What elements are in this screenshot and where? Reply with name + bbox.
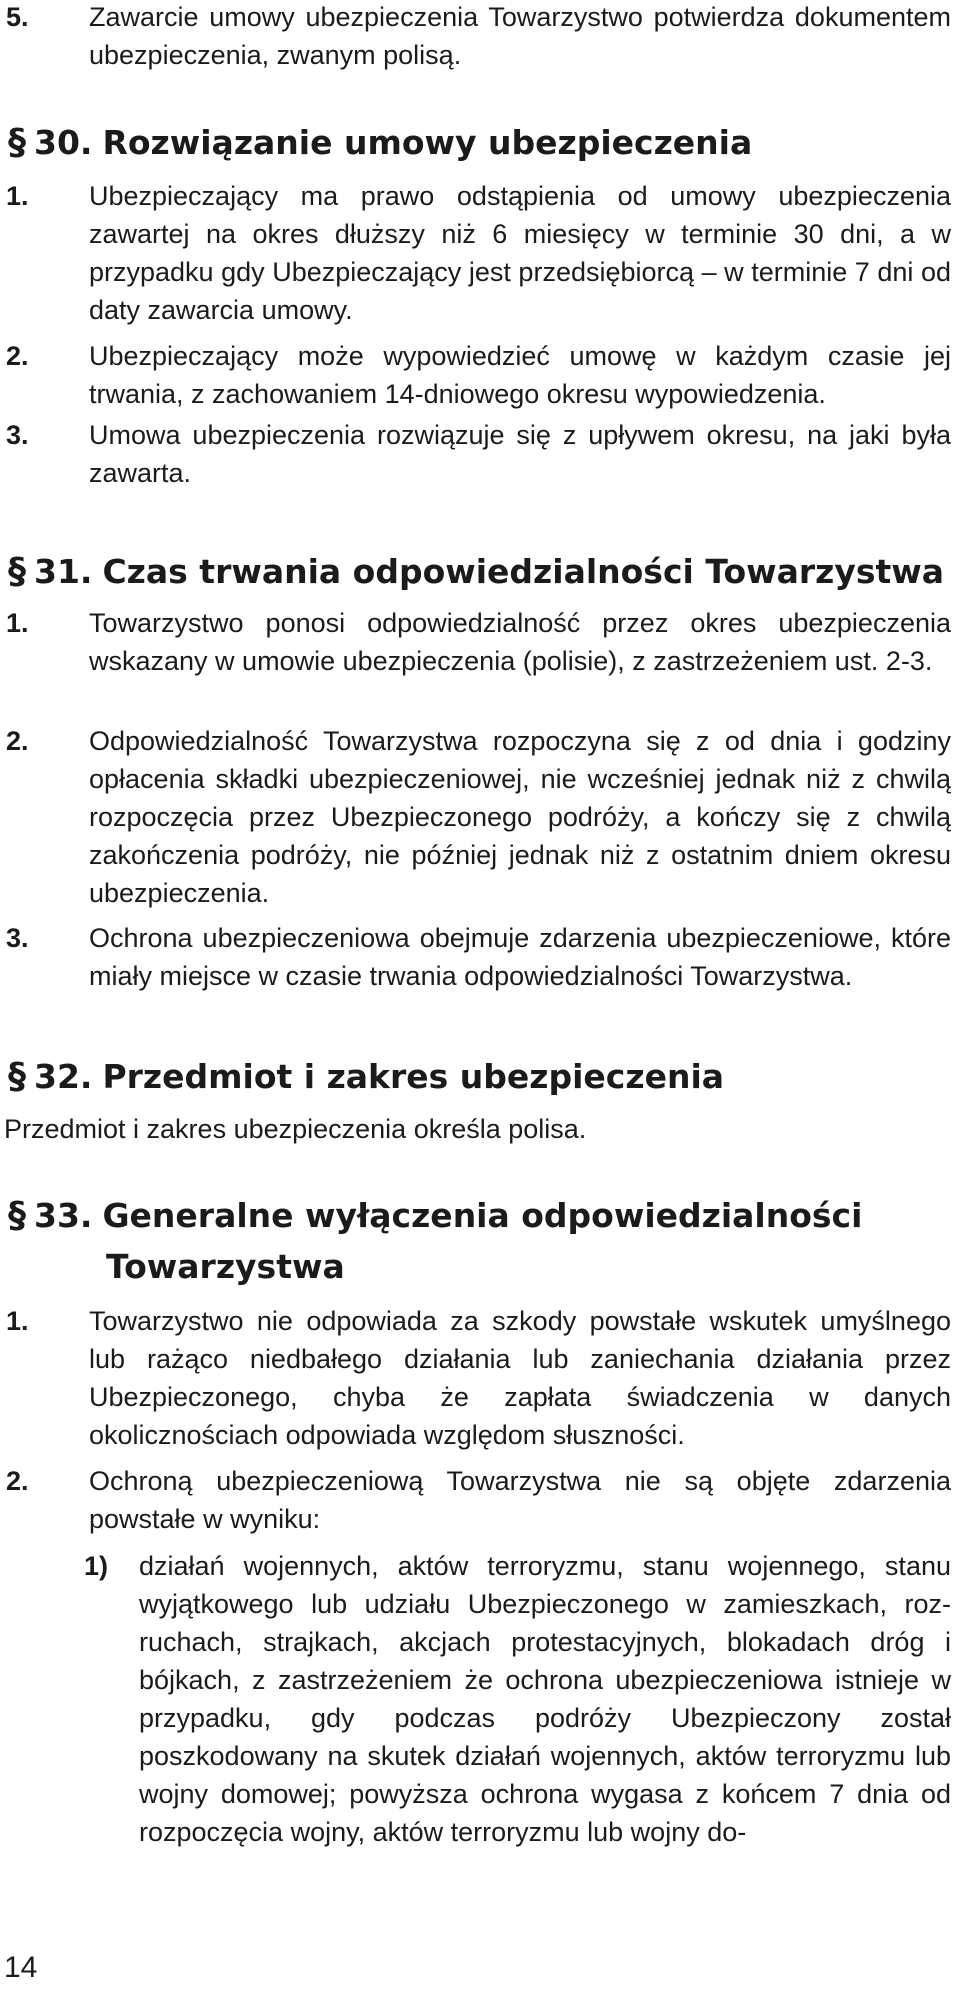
paragraph-sign: § (8, 1195, 26, 1236)
s31-item-2 (6, 722, 951, 912)
s33-subitem-1 (84, 1547, 951, 1851)
s33-item-1 (6, 1302, 951, 1454)
item-number: 5. (6, 2, 29, 32)
section-title-line-1: Generalne wyłączenia odpowiedzialności (102, 1196, 863, 1235)
section-33-heading (8, 1195, 862, 1237)
section-title: Przedmiot i zakres ubezpieczenia (102, 1057, 725, 1096)
paragraph-sign: § (8, 1056, 26, 1097)
item-text: Ochrona ubezpieczeniowa obejmuje zdarzenia ubezpieczeniowe, które miały miejsce w czasie trwania odpowiedzialności Towarzystwa. (89, 923, 951, 991)
section-number: 30. (34, 123, 93, 162)
item-number: 3. (6, 420, 29, 450)
s30-item-3 (6, 416, 951, 492)
item-number: 1. (6, 181, 29, 211)
section-title: Rozwiązanie umowy ubezpieczenia (102, 123, 753, 162)
page-number: 14 (4, 1951, 38, 1984)
item-text: Odpowiedzialność Towarzystwa rozpoczyna się z od dnia i godziny opłacenia składki ubezpieczeniowej, nie wcześniej jednak niż z chwilą rozpoczęcia przez Ubezpieczonego podróży, a kończy się z chwilą zakończenia podróży, nie później jednak niż z ostatnim dniem okresu ubezpieczenia. (89, 726, 951, 908)
s31-item-1 (6, 604, 951, 680)
paragraph-sign: § (8, 122, 26, 163)
item-number: 3. (6, 923, 29, 953)
s29-item-5 (6, 0, 951, 74)
section-number: 33. (34, 1196, 93, 1235)
paragraph-sign: § (8, 551, 26, 592)
item-text: Ubezpieczający może wypowiedzieć umowę w każdym czasie jej trwania, z zachowaniem 14-dniowego okresu wypowiedzenia. (89, 341, 951, 409)
item-number: 2. (6, 1466, 29, 1496)
item-text: Towarzystwo nie odpowiada za szkody powstałe wskutek umyślnego lub rażąco niedbałego działania lub zaniechania działania przez Ubezpieczonego, chyba że zapłata świadczenia w danych okolicznościach odpowiada względom słuszności. (89, 1306, 951, 1450)
section-33-heading-line-2: Towarzystwa (106, 1247, 345, 1286)
subitem-text: działań wojennych, aktów terroryzmu, stanu wojennego, stanu wyjątkowego lub udziału Ubezpieczonego w zamieszkach, rozruchach, strajkach, akcjach protestacyjnych, blokadach dróg i bójkach, z zastrzeżeniem że ochrona ubezpieczeniowa istnieje w przypadku, gdy podczas podróży Ubezpieczony został poszkodowany na skutek działań wojennych, aktów terroryzmu lub wojny domowej; powyższa ochrona wygasa z końcem 7 dnia od rozpoczęcia wojny, aktów terroryzmu lub wojny do- (139, 1551, 951, 1847)
section-30-heading (8, 122, 752, 164)
section-32-heading (8, 1056, 724, 1098)
s30-item-1 (6, 177, 951, 329)
s31-item-3 (6, 919, 951, 995)
subitem-number: 1) (84, 1551, 109, 1581)
item-text: Umowa ubezpieczenia rozwiązuje się z upływem okresu, na jaki była zawarta. (89, 420, 951, 488)
item-number: 2. (6, 726, 29, 756)
item-number: 2. (6, 341, 29, 371)
section-32-body: Przedmiot i zakres ubezpieczenia określa polisa. (4, 1114, 587, 1144)
s30-item-2 (6, 337, 951, 413)
item-text: Towarzystwo ponosi odpowiedzialność przez okres ubezpieczenia wskazany w umowie ubezpieczenia (polisie), z zastrzeżeniem ust. 2-3. (89, 608, 951, 676)
item-text: Zawarcie umowy ubezpieczenia Towarzystwo potwierdza dokumentem ubezpieczenia, zwanym polisą. (89, 2, 951, 70)
item-number: 1. (6, 608, 29, 638)
item-text: Ochroną ubezpieczeniową Towarzystwa nie są objęte zdarzenia powstałe w wyniku: (89, 1466, 951, 1534)
section-number: 32. (34, 1057, 93, 1096)
item-number: 1. (6, 1306, 29, 1336)
section-31-heading (8, 551, 944, 593)
s33-item-2 (6, 1462, 951, 1538)
section-title: Czas trwania odpowiedzialności Towarzystwa (102, 552, 945, 591)
section-number: 31. (34, 552, 93, 591)
item-text: Ubezpieczający ma prawo odstąpienia od umowy ubezpieczenia zawartej na okres dłuższy niż 6 miesięcy w terminie 30 dni, a w przypadku gdy Ubezpieczający jest przedsiębiorcą – w terminie 7 dni od daty zawarcia umowy. (89, 181, 951, 325)
